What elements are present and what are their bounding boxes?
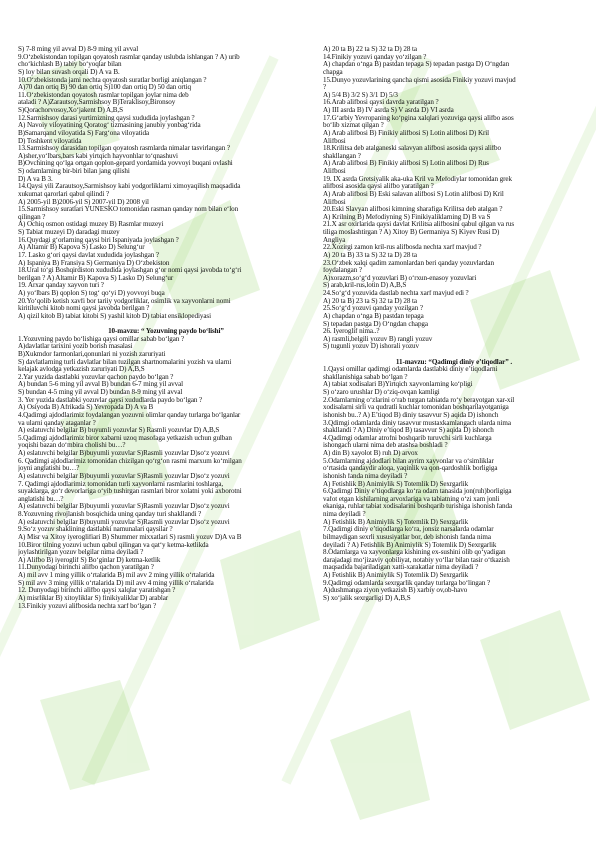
text-line: A) chapdan o‘nga B) pastdan tepaga [323, 312, 424, 320]
text-line: 4.Qadimgi ajdodlarimiz foydalangan yozuvni olimlar qanday turlarga bo‘lganlar [18, 411, 241, 419]
text-line: A) mil avv 1 ming yillik o‘rtalarida B) mil avv 2 ming yillik o‘rtalarida [18, 572, 215, 580]
text-line: 3.Qdimgi odamlarda diniy tasavvur mustaxkamlangach ularda nima [323, 419, 511, 427]
text-line: berilgan ? A) Altamir B) Kapova S) Lasko D) Selung‘ur [18, 274, 174, 282]
text-line: darajadagi mo‘jizaviy qobiliyat, notabiy yo‘llar bilan tasir o‘tkazish [323, 556, 510, 564]
text-line: A)dushmanga ziyon yetkazish B) xarbiy ov,ob-havo [323, 587, 468, 595]
text-line: S) 7-8 ming yil avval D) 8-9 ming yil avval [18, 46, 139, 53]
text-line: Angliya [323, 236, 346, 244]
text-line: A) Krilning B) Mefodiyning S) Finikiyaliklarning D) B va S [323, 213, 491, 221]
text-line: 6. Qadimgi ajdodlarimiz tomonidan chizilgan qo‘rg‘on rasmi marxum ko‘milgan [18, 457, 242, 465]
text-line: Alifbosi [323, 168, 346, 175]
text-line: D) Toshkent viloyatida [18, 137, 82, 145]
text-line: xodisalarni sirli va qudratli kuchlar tomonidan boshqarilayotganiga [323, 404, 509, 412]
text-line: 7. Qadimgi ajdodlarimiz tomonidan turli xayvonlarni rasmlarini toshlarga, [18, 480, 224, 488]
text-line: tiliga moslashtirgan ? A) Xitoy B) Germaniya S) Kiyev Rusi D) [323, 229, 500, 236]
text-line: S) loy bilan suvash orqali D) A va B. [18, 68, 120, 76]
text-line: S) mil avv 3 ming yillik o‘rtalarida D) mil avv 4 ming yillik o‘rtalarida [18, 579, 214, 587]
text-line: A) Misr va Xitoy iyeroglifiari B) Shummer mixxatlari S) rasmli yozuv D)A va B [18, 533, 242, 541]
text-line: 5.Odamlarning ajdodlari bilan ayrim xayvonlar va o‘simliklar [323, 457, 494, 465]
text-line: 1.Qaysi omillar qadimgi odamlarda dastlabki diniy e’tiqodlarni [323, 366, 498, 374]
text-line: A) eslatuvchi belgilar B)buyumli yozuvlar S)Rasmli yozuvlar D)so‘z yozuvi [18, 503, 230, 511]
text-line: A) 20 ta B) 22 ta S) 32 ta D) 28 ta [323, 46, 417, 53]
text-line: bo‘lib xizmat qilgan ? [323, 122, 384, 130]
text-line: cho‘kichlash B) tabiy bo‘yoqlar bilan [18, 61, 122, 69]
text-line: A) Arab alifbosi B) Finikiy alifbosi S) Lotin alifbosi D) Rus [323, 160, 489, 168]
text-line: 6.Qadimgi Diniy e’tiqodlarga ko‘ra odam tanasida jon(ruh)borligiga [323, 488, 512, 496]
text-line: A) bundan 5-6 ming yil avval B) bundan 6-7 ming yil avval [18, 381, 184, 389]
text-line: chapga [323, 68, 343, 76]
text-line: A) Fetishlik B) Animiylik S) Totemlik D) Sexrgarlik [323, 518, 469, 526]
text-line: A) chapdan o‘nga B) pastdan tepaga S) tepadan pastga D) O‘ngdan [323, 61, 510, 69]
text-line: 26. Iyeroglif nima..? [323, 328, 380, 336]
text-line: S) tepadan pastga D) O‘ngdan chapga [323, 320, 428, 328]
text-line: 17.G‘arbiy Yevropaning ko‘pgina xalqlari yozuviga qaysi alifbo asos [323, 114, 514, 122]
text-line: ataladi ? A)Zarautsoy,Sarmishsoy B)Teraklisoy,Bironsoy [18, 99, 176, 107]
blank-line [18, 321, 314, 329]
text-line: A) III asrda B) IV asrda S) V asrda D) VI asrda [323, 107, 454, 114]
text-line: 2.Odamlarning o‘zlarini o‘rab turgan tabiatda ro‘y berayotgan xar-xil [323, 396, 515, 404]
text-line: kiritiluvchi kitob nomi qaysi javobda berilgan ? [18, 305, 150, 313]
text-line: 17. Lasko g‘ori qaysi davlat xududida joylashgan ? [18, 251, 159, 259]
text-line: xukumat qarorlari qabul qilindi ? [18, 190, 110, 198]
text-line: A) Alifbo B) iyeroglif S) Bo‘ginlar D) ketma-ketlik [18, 556, 161, 564]
text-line: alifbosi asosida qaysi alifbo yaratilgan ? [323, 183, 434, 191]
text-line: 13.Sarmishsoy darasidan topilgan qoyatosh rasmlarda nimalar tasvirlangan ? [18, 145, 230, 153]
text-line: B)Xukmdor farmonlari,qonunlari ni yozish zaruriyati [18, 350, 166, 358]
text-line: B)Samarqand viloyatida S) Farg‘ona viloyatida [18, 129, 150, 137]
text-line: A) eslatuvchi belgilar B) buyumli yozuvlar S) Rasmli yozuvlar D) A,B,S [18, 427, 220, 435]
text-line: A) misrliklar B) xitoyliklar S) finikiyaliklar D) arablar [18, 594, 169, 602]
text-line: A) 2005-yil B)2006-yil S) 2007-yil D) 2008 yil [18, 198, 149, 206]
text-line: 21.X asr oxirlarida qaysi davlat Krilitsa alifbosini qabul qilgan va rus [323, 221, 515, 229]
text-line: A) eslatuvchi belgilar B)buyumli yozuvlar S)Rasmli yozuvlar D)so‘z yozuvi [18, 518, 230, 526]
left-column [18, 46, 314, 610]
text-line: 10.Biror tilning yozuvi uchun qabul qilingan va qat‘y ketma-ketlikda [18, 541, 209, 549]
topic-heading: 10-mavzu: “ Yozuvning paydo bo‘lishi” [108, 328, 224, 336]
text-line: ishonish fanda nima deyiladi ? [323, 472, 408, 480]
text-line: 11.O‘zbekistondan qoyatosh rasmlar topilgan joylar nima deb [18, 91, 189, 99]
text-line: foydalangan ? [323, 267, 362, 275]
text-line: joylashtirilgan yozuv belgilar nima deyiladi ? [18, 549, 144, 557]
text-line: 5.Qadimgi ajdodlarimiz biror xabarni uzoq masofaga yetkazish uchun gulban [18, 434, 232, 442]
text-line: anglatishi bu…? [18, 495, 64, 503]
text-line: 9.So‘z yozuv shaklining dastlabki namunalari qaysilar ? [18, 526, 173, 534]
text-line: S) Tabiat muzeyi D) daradagi muzey [18, 229, 120, 236]
text-line: S) davlatlarning turli davlatlar bilan tuzilgan shartnomalarini yozish va ularni [18, 358, 232, 366]
text-line: A) rasmli,belgili yozuv B) rangli yozuv [323, 335, 433, 343]
right-column [323, 46, 585, 603]
text-line: A) Fetishlik B) Animiylik S) Totemlik D) Sexrgarlik [323, 480, 469, 488]
topic-heading: 11-mavzu: “Qadimgi diniy e’tiqodlar” . [395, 358, 513, 366]
text-line: bilmaydigan sexrli xususiyatlar bor, deb ishonish fanda nima [323, 533, 491, 541]
text-line: 3. Yer yuzida dastlabki yozuvlar qaysi xududlarda paydo bo‘lgan ? [18, 396, 203, 404]
text-line: kelajak avlodga yetkazish zaruriyati D) A,B,S [18, 366, 145, 374]
text-line: 9.O‘zbekistondan topilgan qoyatosh rasmlar qanday uslubda ishlangan ? A) urib [18, 53, 240, 61]
text-line: S)Qorachorvosoy,Xo‘jakent D) A,B,S [18, 107, 123, 114]
text-line: 20.Yo‘qolib ketish xavfi bor tariiy yodgorliklar, osimlik va xayvonlarni nomi [18, 297, 231, 305]
text-line: 16.Arab alifbosi qaysi davrda yaratilgan ? [323, 99, 439, 107]
text-line: 14.Qaysi yili Zarautsoy,Sarmishsoy kabi yodgorliklarni ximoyaqilish maqsadida [18, 183, 241, 191]
text-line: A) 5/4 B) 3/2 S) 3/1 D) 5/3 [323, 91, 398, 99]
text-line: A) eslatuvchi belgilar B)buyumli yozuvlar S)Rasmli yozuvlar D)so‘z yozuvi [18, 472, 230, 480]
text-line: nima deyiladi ? [323, 511, 366, 519]
text-line: S) tugunli yozuv D) ishorali yozuv [323, 343, 419, 351]
text-line: 11.Dunyodagi birinchi alifbo qachon yaratilgan ? [18, 564, 154, 572]
text-line: A) Navoiy viloyatining Qoratog‘ tizmasining janubiy yonbag‘rida [18, 122, 201, 130]
text-line: qilingan ? [18, 213, 46, 221]
text-line: 8.Odamlarga va xayvonlarga kishining ex-sushini olib qo‘yadigan [323, 549, 506, 557]
text-line: A) qizil kitob B) tabiat kitobi S) yashil kitob D) tabiat ensiklopediyasi [18, 312, 211, 320]
text-line: A)sher,yo‘lbars,bars kabi yirtqich hayvonhlar to‘qnashuvi [18, 152, 178, 160]
text-line: 10.O‘zbekistonda jami nechta qoyatosh suratlar borligi aniqlangan ? [18, 76, 207, 84]
text-line: A) Altamir B) Kapova S) Lasko D) Selung‘ur [18, 244, 145, 252]
text-line: 19. IX asrda Gretsiyalik aka-uka Kril va Mefodiylar tomonidan grek [323, 175, 512, 183]
text-line: deyiladi ? A) Fetishlik B) Animiylik S) Totemlik D) Sexrgarlik [323, 541, 497, 549]
text-line: S) xo‘jalik sexrgarligi D) A,B,S [323, 594, 411, 602]
text-line: A) eslatuvchi belgilar B)buyumli yozuvlar S)Rasmli yozuvlar D)so‘z yozuvi [18, 450, 230, 458]
text-line: Alifbosi [323, 198, 346, 206]
text-line: A) Arab alifbosi B) Finikiy alifbosi S) Lotin alifbosi D) Kril [323, 129, 490, 137]
text-line: va ularni qanday ataganlar ? [18, 419, 96, 427]
text-line: ? [323, 84, 327, 92]
text-line: 16.Quydagi g‘orlarning qaysi biri Ispaniyada joylashgan ? [18, 236, 179, 244]
text-line: 19. Arxar qanday xayvon turi ? [18, 282, 104, 290]
text-line: ishongach ularni nima deb atashsa boshladi ? [323, 442, 448, 450]
text-line: 2.Yar yuzida dastlabki yozuvlar qachon paydo bo‘lgan ? [18, 373, 174, 381]
text-line: S) o‘zaro urushlar D) o‘ziq-ovqan kamligi [323, 389, 440, 397]
text-line: ekaniga, ruhlar tabiat xodisalarini boshqarib turishiga ishonish fanda [323, 503, 513, 511]
text-line: A) Ochiq osmon ostidagi muzey B) Rasmlar muzeyi [18, 221, 164, 229]
text-line: vafot etgan kishilarning arvoxlariga va tabiatning o‘zi xam jonli [323, 495, 500, 503]
text-line: ishonish bu..? A) E’tiqod B) diniy tasavvur S) aqida D) ishonch [323, 411, 499, 419]
text-line: A) 20 ta B) 23 ta S) 32 ta D) 28 ta [323, 297, 417, 305]
blank-line [323, 351, 585, 359]
text-line: yoqishi bazan do‘mbira cholishi bu…? [18, 442, 126, 450]
text-line: 9.Qadimgi odamlarda sexrgarlik qanday turlarga bo‘lingan ? [323, 579, 491, 587]
text-line: Alifbosi [323, 137, 346, 145]
text-line: A)70 dan ortiq B) 90 dan ortiq S)100 dan ortiq D) 50 dan ortiq [18, 84, 191, 92]
text-line: A)xorazm,so‘g‘d yozuvlari B) o‘rxun-enasoy yozuvlari [323, 274, 477, 282]
text-line: B)Ovchining qo‘lga ortgan qoplon-gepard yordamida yovvoyi buqani ovlashi [18, 160, 233, 168]
text-line: 18.Ural to‘gi Boshqirdiston xududida joylashgan g‘or nomi qaysi javobda to‘g‘ri [18, 267, 242, 275]
text-line: 1.Yozuvning paydo bo‘lishiga qaysi omillar sabab bo‘lgan ? [18, 335, 185, 343]
text-line: A) din B) xayolot B) ruh D) arvox [323, 450, 418, 458]
text-line: o‘rtasida qandaydir aloqa, yaqinlik va qon-qardoshlik borligiga [323, 465, 498, 473]
text-line: 8.Yozuvning rivojlanish bosqichida uning qanday turi shakllandi ? [18, 511, 202, 519]
text-line: A) 20 ta B) 33 ta S) 32 ta D) 28 ta [323, 251, 417, 259]
text-line: 25.So‘g‘d yozuvi qanday yozilgan ? [323, 305, 423, 313]
text-line: S) bundan 4-5 ming yil avval D) bundan 8-9 ming yil avval [18, 389, 183, 397]
text-line: shakllandi ? A) Diniy e’tiqod B) tasavvur S) aqida D) ishonch [323, 427, 494, 435]
text-line: A)davlatlar tarixini yozib borish masalasi [18, 343, 133, 351]
text-line: suyaklarga, go‘r devorlariga o‘yib tushirgan rasmlari biror xolatni yoki axborotni [18, 488, 242, 496]
text-line: 14.Finikiy yozuvi qanday yo‘zilgan ? [323, 53, 427, 61]
text-line: S) odamlarning bir-biri bilan jang qilishi [18, 168, 130, 175]
text-line: joyni anglatishi bu…? [18, 465, 80, 473]
text-line: maqsadida bajariladigan xatti-xarakatlar nima deyiladi ? [323, 564, 479, 572]
text-line: 20.Eski Slavyan alifbosi kimning sharafiga Krilitsa deb atalgan ? [323, 206, 503, 214]
text-line: 22.Xozirgi zamon kril-rus alifbosda nechta xarf mavjud ? [323, 244, 482, 252]
text-line: A) Osiyoda B) Afrikada S) Yevropada D) A va B [18, 404, 154, 412]
text-line: 23.O‘zbek xalqi qadim zamonlardan beri qanday yozuvlardan [323, 259, 494, 267]
text-line: shakllanishiga sabab bo‘lgan ? [323, 373, 408, 381]
text-line: 15.Sarmishsoy suratlari YUNESKO tomonidan rasman qanday nom bilan e‘lon [18, 206, 239, 214]
text-line: A) Fetishlik B) Animiylik S) Totemlik D) Sexrgarlik [323, 572, 469, 580]
text-line: 15.Dunyo yozuvlarining qancha qismi asosida Finikiy yozuvi mavjud [323, 76, 516, 84]
text-line: A) yo‘lbars B) qoplon S) tog‘ qo‘yi D) yovvoyi buqa [18, 290, 165, 297]
text-line: 13.Finikiy yozuvi alifbosida nechta xarf bo‘lgan ? [18, 602, 157, 610]
text-line: S) arab,kril-rus,lotin D) A,B,S [323, 282, 407, 290]
text-line: D) A va B 3. [18, 175, 53, 183]
text-line: shakllangan ? [323, 152, 361, 160]
text-line: 7.Qadimgi diniy e’tiqodlarga ko‘ra, jonsiz narsalarda odamlar [323, 526, 494, 534]
text-line: 24.So‘g‘d yozuvida dastlab nechta xarf mavjud edi ? [323, 290, 469, 297]
text-line: A) Arab alifbosi B) Eski salavan alifbosi S) Lotin alifbosi D) Kril [323, 190, 504, 198]
text-line: 12. Dunyodagi birinchi alifbo qaysi xalqlar yaratishgan ? [18, 587, 176, 595]
text-line: 4.Qadimgi odamlar atrofni boshqarib turuvchi sirli kuchlarga [323, 434, 492, 442]
text-line: A) tabiat xodisalari B)Yirtqich xayvonlarning ko‘pligi [323, 381, 473, 389]
text-line: 12.Sarmishsoy darasi yurtimizning qaysi xududida joylashgan ? [18, 114, 195, 122]
text-line: 18.Krilitsa deb atalganeski salavyan alifbosi asosida qaysi alifbo [323, 145, 501, 153]
text-line: A) Ispaniya B) Fransiya S) Germaniya D) O‘zbekiston [18, 259, 170, 267]
